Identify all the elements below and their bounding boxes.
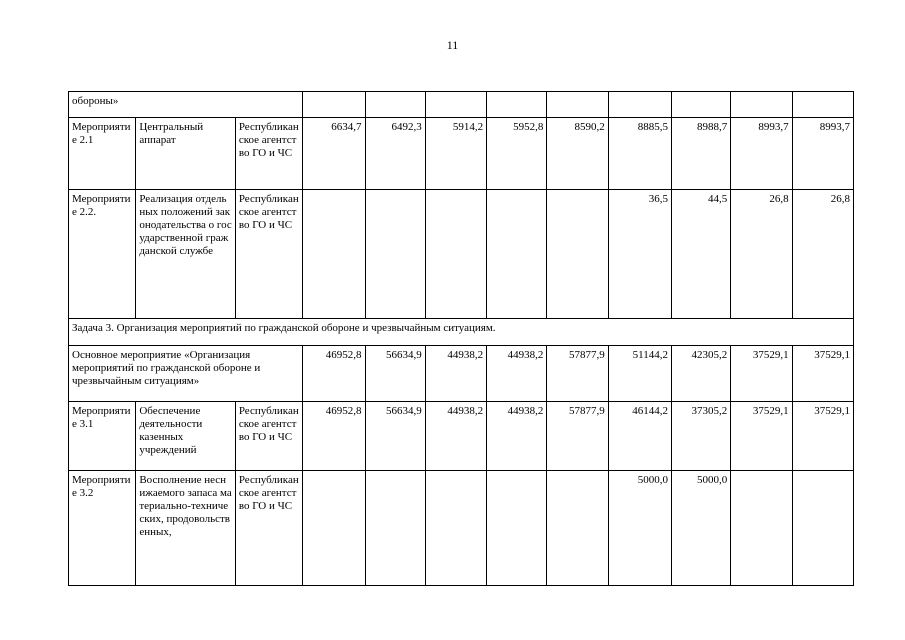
value-cell: 51144,2 <box>608 346 671 402</box>
value-cell <box>365 471 425 586</box>
executor-cell: Республиканское агентство ГО и ЧС <box>235 471 302 586</box>
page-number: 11 <box>446 38 459 52</box>
value-cell: 26,8 <box>731 190 792 319</box>
value-cell: 46144,2 <box>608 402 671 471</box>
executor-cell: Республиканское агентство ГО и ЧС <box>235 118 302 190</box>
value-cell <box>425 471 486 586</box>
value-cell <box>731 92 792 118</box>
value-cell: 56634,9 <box>365 402 425 471</box>
value-cell: 6634,7 <box>303 118 365 190</box>
value-cell <box>425 92 486 118</box>
value-cell: 5952,8 <box>487 118 547 190</box>
value-cell <box>792 471 853 586</box>
value-cell: 37529,1 <box>731 402 792 471</box>
value-cell <box>487 190 547 319</box>
value-cell: 37529,1 <box>731 346 792 402</box>
value-cell <box>487 92 547 118</box>
value-cell: 8988,7 <box>672 118 731 190</box>
event-name-cell: Обеспечение деятельности казенных учреждений <box>136 402 236 471</box>
value-cell: 46952,8 <box>303 402 365 471</box>
continuation-cell: обороны» <box>69 92 303 118</box>
value-cell: 44938,2 <box>425 402 486 471</box>
value-cell <box>303 92 365 118</box>
value-cell <box>608 92 671 118</box>
value-cell: 8885,5 <box>608 118 671 190</box>
table-row <box>69 92 854 118</box>
value-cell <box>365 190 425 319</box>
value-cell <box>731 471 792 586</box>
main-event-cell: Основное мероприятие «Организация мероприятий по гражданской обороне и чрезвычайным ситуациям» <box>69 346 303 402</box>
value-cell: 37529,1 <box>792 346 853 402</box>
table-row <box>69 118 854 190</box>
table-row <box>69 319 854 346</box>
value-cell: 46952,8 <box>303 346 365 402</box>
value-cell: 5000,0 <box>672 471 731 586</box>
event-code-cell: Мероприятие 3.2 <box>69 471 136 586</box>
value-cell <box>425 190 486 319</box>
value-cell: 5000,0 <box>608 471 671 586</box>
value-cell: 8993,7 <box>792 118 853 190</box>
value-cell <box>672 92 731 118</box>
table-row <box>69 190 854 319</box>
event-code-cell: Мероприятие 2.2. <box>69 190 136 319</box>
value-cell <box>303 471 365 586</box>
task-heading-cell: Задача 3. Организация мероприятий по гражданской обороне и чрезвычайным ситуациям. <box>69 319 854 346</box>
executor-cell: Республиканское агентство ГО и ЧС <box>235 402 302 471</box>
value-cell <box>487 471 547 586</box>
value-cell: 57877,9 <box>547 346 608 402</box>
value-cell: 57877,9 <box>547 402 608 471</box>
value-cell: 44938,2 <box>487 346 547 402</box>
event-code-cell: Мероприятие 3.1 <box>69 402 136 471</box>
value-cell: 8993,7 <box>731 118 792 190</box>
value-cell: 36,5 <box>608 190 671 319</box>
value-cell: 37529,1 <box>792 402 853 471</box>
value-cell <box>547 190 608 319</box>
value-cell <box>547 92 608 118</box>
value-cell: 44938,2 <box>425 346 486 402</box>
budget-table <box>68 91 854 586</box>
value-cell: 26,8 <box>792 190 853 319</box>
value-cell: 8590,2 <box>547 118 608 190</box>
value-cell: 44938,2 <box>487 402 547 471</box>
event-name-cell: Восполнение неснижаемого запаса материально-технических, продовольственных, <box>136 471 236 586</box>
value-cell: 42305,2 <box>672 346 731 402</box>
value-cell <box>547 471 608 586</box>
value-cell <box>792 92 853 118</box>
table-row <box>69 471 854 586</box>
value-cell <box>303 190 365 319</box>
event-name-cell: Центральный аппарат <box>136 118 236 190</box>
value-cell: 56634,9 <box>365 346 425 402</box>
value-cell <box>365 92 425 118</box>
table-row <box>69 346 854 402</box>
value-cell: 44,5 <box>672 190 731 319</box>
value-cell: 37305,2 <box>672 402 731 471</box>
event-name-cell: Реализация отдельных положений законодательства о государственной гражданской службе <box>136 190 236 319</box>
value-cell: 5914,2 <box>425 118 486 190</box>
executor-cell: Республиканское агентство ГО и ЧС <box>235 190 302 319</box>
value-cell: 6492,3 <box>365 118 425 190</box>
table-row <box>69 402 854 471</box>
event-code-cell: Мероприятие 2.1 <box>69 118 136 190</box>
